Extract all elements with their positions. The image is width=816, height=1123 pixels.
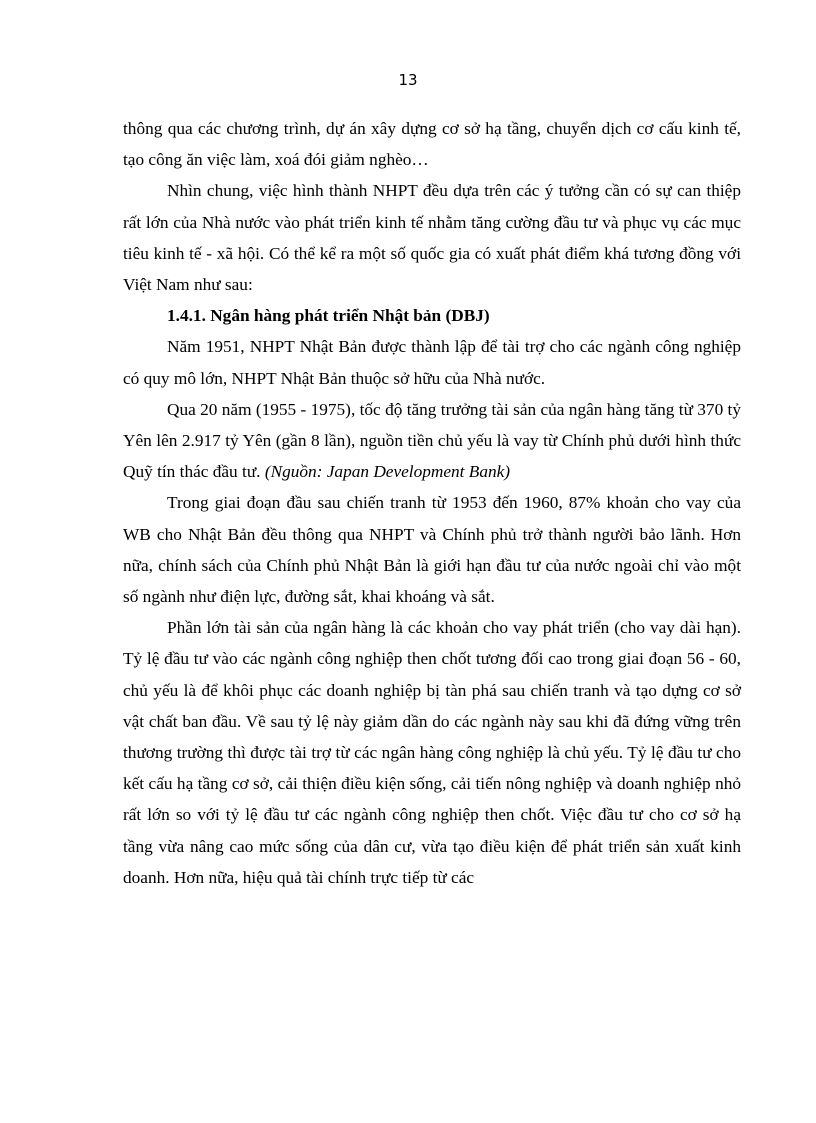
paragraph-growth-text: Qua 20 năm (1955 - 1975), tốc độ tăng trưởng tài sản của ngân hàng tăng từ 370 tỷ Yên lên 2.917 tỷ Yên (gần 8 lần), nguồn tiền chủ yếu là vay từ Chính phủ dưới hình thức Quỹ tín thác đầu tư. (123, 399, 741, 482)
paragraph-founding: Năm 1951, NHPT Nhật Bản được thành lập để tài trợ cho các ngành công nghiệp có quy mô lớn, NHPT Nhật Bản thuộc sở hữu của Nhà nước. (123, 337, 741, 388)
section-heading-dbj: 1.4.1. Ngân hàng phát triển Nhật bản (DBJ) (167, 306, 490, 326)
paragraph-assets: Phần lớn tài sản của ngân hàng là các khoản cho vay phát triển (cho vay dài hạn). Tỷ lệ đầu tư vào các ngành công nghiệp then chốt tương đối cao trong giai đoạn 56 - 60, chủ yếu là để khôi phục các doanh nghiệp bị tàn phá sau chiến tranh và tạo dựng cơ sở vật chất ban đầu. Về sau tỷ lệ này giảm dần do các ngành này sau khi đã đứng vững trên thương trường thì được tài trợ từ các ngân hàng công nghiệp là chủ yếu. Tỷ lệ đầu tư cho kết cấu hạ tầng cơ sở, cải thiện điều kiện sống, cải tiến nông nghiệp và doanh nghiệp nhỏ rất lớn so với tỷ lệ đầu tư các ngành công nghiệp then chốt. Việc đầu tư cho cơ sở hạ tầng vừa nâng cao mức sống của dân cư, vừa tạo điều kiện để phát triển sản xuất kinh doanh. Hơn nữa, hiệu quả tài chính trực tiếp từ các (123, 618, 741, 887)
paragraph-intro: Nhìn chung, việc hình thành NHPT đều dựa trên các ý tưởng cần có sự can thiệp rất lớn của Nhà nước vào phát triển kinh tế nhằm tăng cường đầu tư và phục vụ các mục tiêu kinh tế - xã hội. Có thể kể ra một số quốc gia có xuất phát điểm khá tương đồng với Việt Nam như sau: (123, 181, 741, 295)
paragraph-wb-loans: Trong giai đoạn đầu sau chiến tranh từ 1953 đến 1960, 87% khoản cho vay của WB cho Nhật Bản đều thông qua NHPT và Chính phủ trở thành người bảo lãnh. Hơn nữa, chính sách của Chính phủ Nhật Bản là giới hạn đầu tư của nước ngoài chỉ vào một số ngành như điện lực, đường sắt, khai khoáng và sắt. (123, 493, 741, 607)
paragraph-growth (123, 394, 741, 488)
body-text (123, 113, 741, 893)
source-citation: (Nguồn: Japan Development Bank) (264, 462, 511, 482)
paragraph-continued: thông qua các chương trình, dự án xây dựng cơ sở hạ tầng, chuyển dịch cơ cấu kinh tế, tạo công ăn việc làm, xoá đói giảm nghèo… (123, 119, 741, 170)
page-number: 13 (398, 71, 418, 89)
